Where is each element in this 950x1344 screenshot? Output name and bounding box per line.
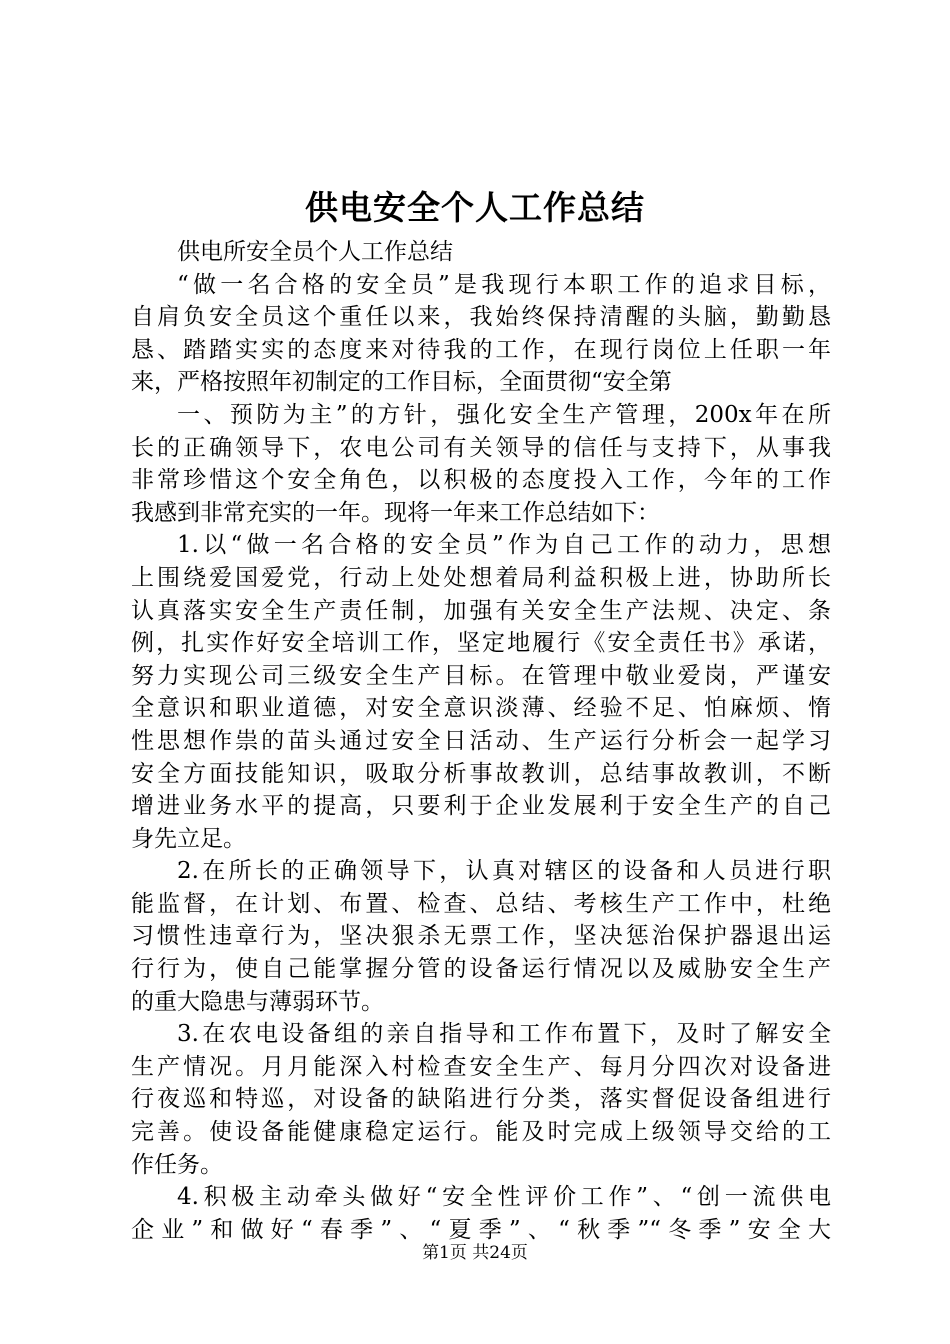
text-line: 全意识和职业道德，对安全意识淡薄、经验不足、怕麻烦、惰: [131, 695, 831, 722]
text-line: 自肩负安全员这个重任以来，我始终保持清醒的头脑，勤勤恳: [131, 304, 831, 331]
text-line: 3.在农电设备组的亲自指导和工作布置下，及时了解安全: [177, 1021, 831, 1048]
text-line: 非常珍惜这个安全角色，以积极的态度投入工作，今年的工作: [131, 467, 831, 494]
text-line: 认真落实安全生产责任制，加强有关安全生产法规、决定、条: [131, 597, 831, 624]
text-line: 1.以“做一名合格的安全员”作为自己工作的动力，思想: [177, 532, 831, 559]
text-line: 生产情况。月月能深入村检查安全生产、每月分四次对设备进: [131, 1053, 831, 1080]
document-body: [131, 236, 831, 1246]
text-line: 性思想作祟的苗头通过安全日活动、生产运行分析会一起学习: [131, 727, 831, 754]
page-footer: 第1页 共24页: [422, 1243, 528, 1263]
text-line: 2.在所长的正确领导下，认真对辖区的设备和人员进行职: [177, 858, 831, 885]
text-line: 恳、踏踏实实的态度来对待我的工作，在现行岗位上任职一年: [131, 336, 831, 363]
text-line: 供电所安全员个人工作总结: [177, 239, 453, 265]
text-line: 身先立足。: [131, 825, 246, 852]
text-line: 企业”和做好“春季”、“夏季”、“秋季”“冬季”安全大: [131, 1216, 831, 1243]
text-line: 作任务。: [131, 1151, 223, 1178]
text-line: “做一名合格的安全员”是我现行本职工作的追求目标，: [177, 271, 831, 298]
text-line: 上围绕爱国爱党，行动上处处想着局利益积极上进，协助所长: [131, 564, 831, 591]
text-line: 长的正确领导下，农电公司有关领导的信任与支持下，从事我: [131, 434, 831, 461]
text-line: 行行为，使自己能掌握分管的设备运行情况以及威胁安全生产: [131, 956, 831, 983]
text-line: 完善。使设备能健康稳定运行。能及时完成上级领导交给的工: [131, 1119, 831, 1146]
text-line: 习惯性违章行为，坚决狠杀无票工作，坚决惩治保护器退出运: [131, 923, 831, 950]
text-line: 能监督，在计划、布置、检查、总结、考核生产工作中，杜绝: [131, 890, 831, 917]
text-line: 的重大隐患与薄弱环节。: [131, 988, 384, 1015]
text-line: 4.积极主动牵头做好“安全性评价工作”、“创一流供电: [177, 1184, 831, 1211]
text-line: 我感到非常充实的一年。现将一年来工作总结如下：: [131, 499, 660, 526]
text-line: 例，扎实作好安全培训工作，坚定地履行《安全责任书》承诺，: [131, 630, 831, 657]
page-title: 供电安全个人工作总结: [305, 188, 645, 227]
text-line: 来，严格按照年初制定的工作目标，全面贯彻“安全第: [131, 369, 672, 396]
text-line: 行夜巡和特巡，对设备的缺陷进行分类，落实督促设备组进行: [131, 1086, 831, 1113]
text-line: 一、预防为主”的方针，强化安全生产管理，200x年在所: [177, 401, 831, 428]
text-line: 努力实现公司三级安全生产目标。在管理中敬业爱岗，严谨安: [131, 662, 831, 689]
text-line: 安全方面技能知识，吸取分析事故教训，总结事故教训，不断: [131, 760, 831, 787]
text-line: 增进业务水平的提高，只要利于企业发展利于安全生产的自己: [131, 793, 831, 820]
